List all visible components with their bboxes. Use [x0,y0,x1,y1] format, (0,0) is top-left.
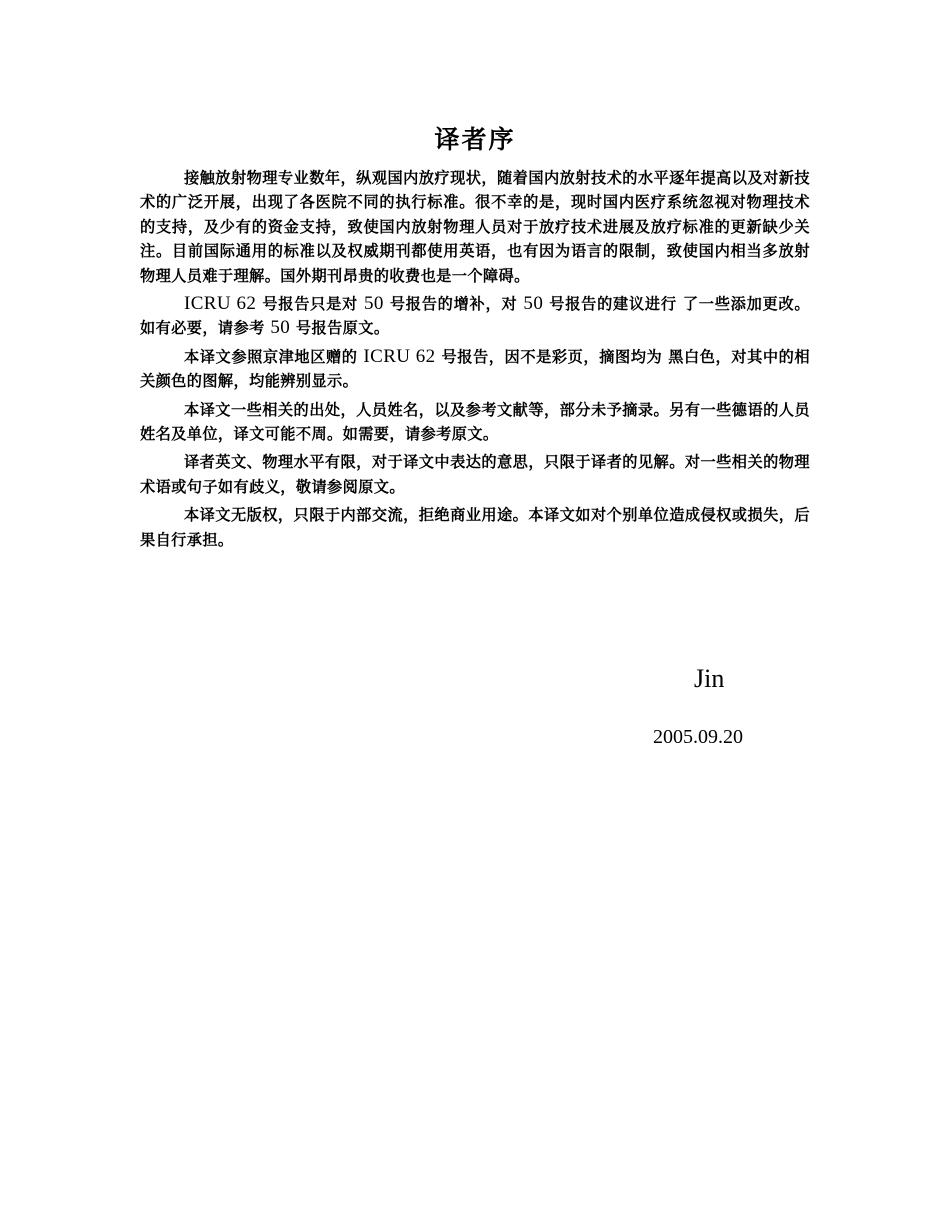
report-id-text: ICRU 62 [184,293,257,315]
signature-date: 2005.09.20 [653,726,743,748]
paragraph-text: 号报告只是对 [256,295,365,314]
translator-signature: Jin [694,664,725,693]
paragraph-copyright [140,503,810,552]
report-number-text: 50 [270,317,291,339]
paragraph-text: 本译文无版权，只限于内部交流，拒绝商业用途。本译文如对个别单位造成侵权或损失，后果自行承担。 [140,506,810,549]
paragraph-intro [140,166,810,288]
paragraph-text: 号报告，因不是彩页，摘图均为 黑白色，对其中的相关颜色的图解，均能辨别显示。 [140,347,810,391]
page-title: 译者序 [434,125,516,154]
paragraph-text: 本译文参照京津地区赠的 [184,347,364,366]
paragraph-limitations [140,450,810,499]
report-number-text: 50 [364,293,384,315]
paragraph-text: 号报告的建议进行 了一些添加更改。如有必要，请参考 [140,295,810,338]
preface-body [140,166,810,556]
paragraph-text: 号报告原文。 [290,319,390,338]
report-number-text: 50 [523,293,544,315]
paragraph-text: 译者英文、物理水平有限，对于译文中表达的意思，只限于译者的见解。对一些相关的物理术语或句子如有歧义，敬请参阅原文。 [140,453,810,496]
report-id-text: ICRU 62 [363,345,436,367]
paragraph-references [140,398,810,447]
paragraph-text: 本译文一些相关的出处，人员姓名，以及参考文献等，部分未予摘录。另有一些德语的人员姓名及单位，译文可能不周。如需要，请参考原文。 [140,400,810,444]
paragraph-text: 接触放射物理专业数年，纵观国内放疗现状，随着国内放射技术的水平逐年提高以及对新技术的广泛开展，出现了各医院不同的执行标准。很不幸的是，现时国内医疗系统忽视对物理技术的支持，及少有的资金支持，致使国内放射物理人员对于放疗技术进展及放疗标准的更新缺少关注。目前国际通用的标准以及权威期刊都使用英语，也有因为语言的限制，致使国内相当多放射物理人员难于理解。国外期刊昂贵的收费也是一个障碍。 [140,169,810,285]
paragraph-source [140,345,810,394]
paragraph-icru62-supplement [140,292,810,341]
paragraph-text: 号报告的增补，对 [383,295,524,314]
